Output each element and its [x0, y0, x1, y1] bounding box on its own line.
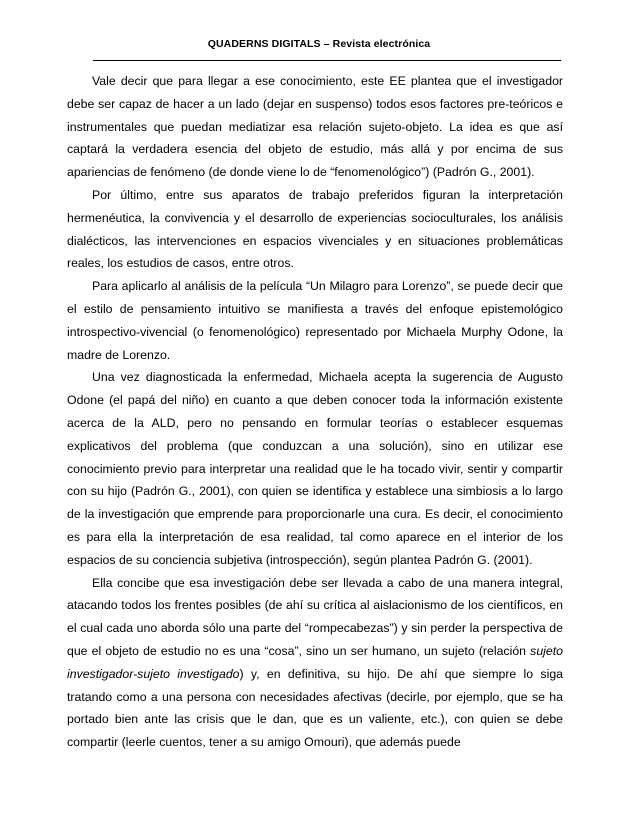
paragraph: Para aplicarlo al análisis de la película “Un Milagro para Lorenzo”, se puede decir que el estilo de pensamiento intuitivo se manifiesta a través del enfoque epistemológico introspectivo-vivencial (o fenomenológico) representado por Michaela Murphy Odone, la madre de Lorenzo. — [67, 279, 563, 362]
header-divider — [93, 60, 561, 61]
italic-term: sujeto investigador-sujeto investigado — [67, 643, 563, 681]
text-run: Ella concibe que esa investigación debe ser llevada a cabo de una manera integral, atacando todos los frentes posibles (de ahí su crítica al aislacionismo de los científicos, en el cual cada uno aborda sólo una parte del “rompecabezas”) y sin perder la perspectiva de que el objeto de estudio no es una “cosa”, sino un ser humano, un sujeto (relación — [67, 575, 563, 658]
text-run: ) y, en definitiva, su hijo. De ahí que siempre lo siga tratando como a una persona con necesidades afectivas (decirle, por ejemplo, que se ha portado bien ante las crisis que le dan, que es un valiente, etc.), con quien se debe compartir (leerle cuentos, tener a su amigo Omouri), que además puede — [67, 666, 563, 750]
paragraph: Vale decir que para llegar a ese conocimiento, este EE plantea que el investigador debe ser capaz de hacer a un lado (dejar en suspenso) todos esos factores pre-teóricos e instrumentales que puedan mediatizar esa relación sujeto-objeto. La idea es que así captará la verdadera esencia del objeto de estudio, más allá y por encima de sus apariencias de fenómeno (de donde viene lo de “fenomenológico”) (Padrón G., 2001). — [67, 74, 563, 180]
paragraph: Una vez diagnosticada la enfermedad, Michaela acepta la sugerencia de Augusto Odone (el papá del niño) en cuanto a que deben conocer toda la información existente acerca de la ALD, pero no pensando en formular teorías o establecer esquemas explicativos del problema (que conduzcan a una solución), sino en utilizar ese conocimiento previo para interpretar una realidad que le ha tocado vivir, sentir y compartir con su hijo (Padrón G., 2001), con quien se identifica y establece una simbiosis a lo largo de la investigación que emprende para proporcionarle una cura. Es decir, el conocimiento es para ella la interpretación de esa realidad, tal como aparece en el interior de los espacios de su conciencia subjetiva (introspección), según plantea Padrón G. (2001). — [67, 370, 563, 567]
article-body — [67, 70, 563, 754]
page-header: QUADERNS DIGITALS – Revista electrónica — [207, 38, 431, 50]
paragraph-last — [67, 572, 563, 754]
paragraph: Por último, entre sus aparatos de trabajo preferidos figuran la interpretación hermenéutica, la convivencia y el desarrollo de experiencias socioculturales, los análisis dialécticos, las intervenciones en espacios vivenciales y en situaciones problemáticas reales, los estudios de casos, entre otros. — [67, 187, 563, 271]
